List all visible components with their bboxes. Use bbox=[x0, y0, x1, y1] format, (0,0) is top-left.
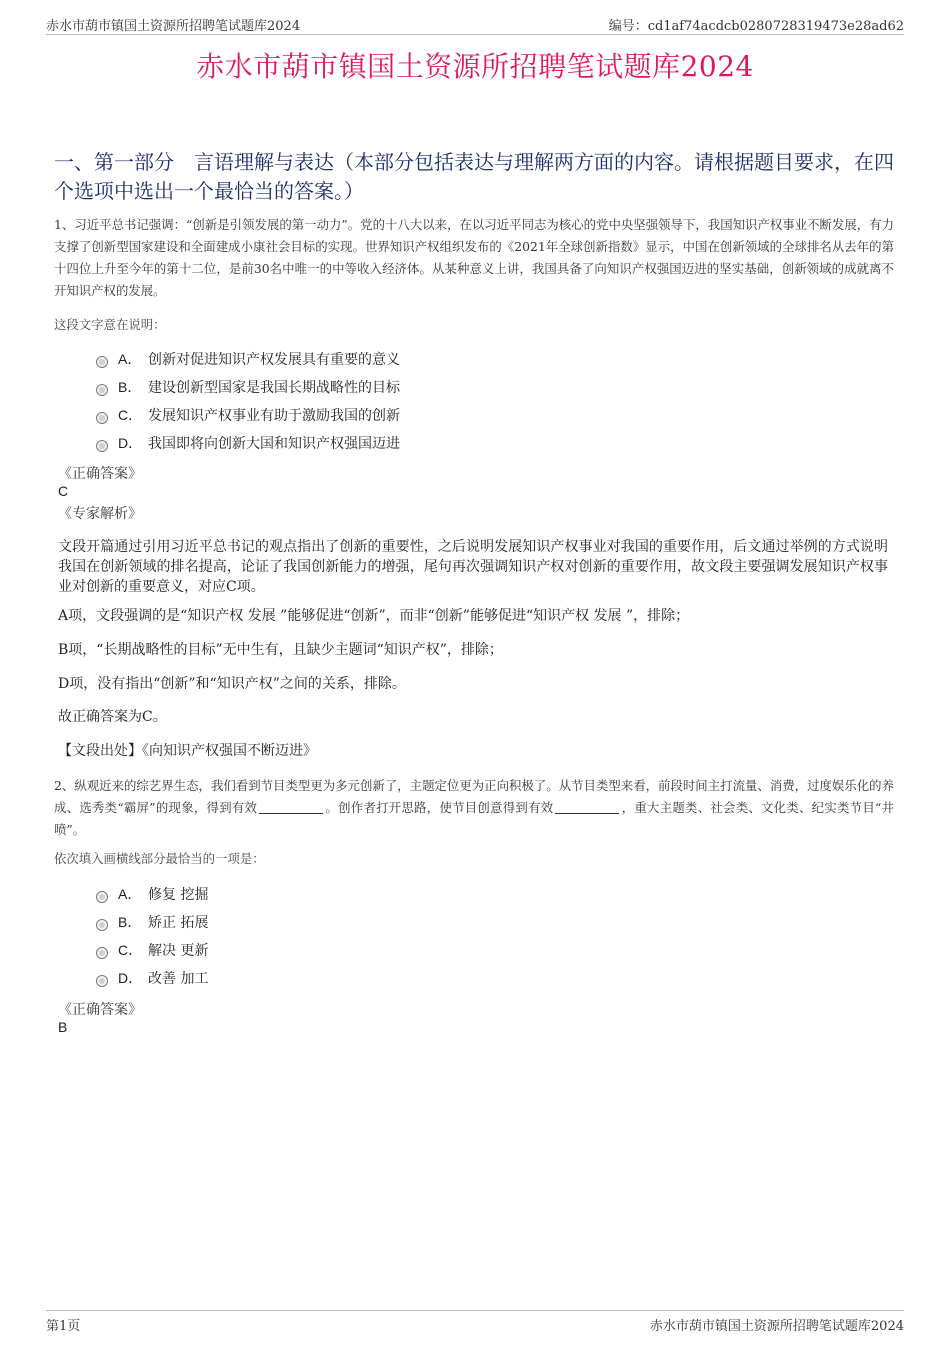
question-1-option-c[interactable]: C． 发展知识产权事业有助于激励我国的创新 bbox=[96, 401, 596, 429]
document-title: 赤水市葫市镇国土资源所招聘笔试题库2024 bbox=[196, 50, 754, 83]
question-1-analysis-b: B项，“长期战略性的目标”无中生有，且缺少主题词“知识产权”，排除； bbox=[58, 642, 503, 658]
question-1-stem: 1、习近平总书记强调：“创新是引领发展的第一动力”。党的十八大以来，在以习近平同志为核心的党中央坚强领导下，我国知识产权事业不断发展，有力支撑了创新型国家建设和全面建成小康社会目标的实现。世界知识产权组织发布的《2021年全球创新指数》显示，中国在创新领域的全球排名从去年的第十四位上升至今年的第十二位，是前30名中唯一的中等收入经济体。从某种意义上讲，我国具备了向知识产权强国迈进的坚实基础，创新领域的成就离不开知识产权的发展。 bbox=[54, 217, 894, 298]
section-heading: 一、第一部分 言语理解与表达（本部分包括表达与理解两方面的内容。请根据题目要求，在四个选项中选出一个最恰当的答案。） bbox=[54, 150, 894, 203]
question-2-stem: 2、纵观近来的综艺界生态，我们看到节目类型更为多元创新了，主题定位更为正向积极了。从节目类型来看，前段时间主打流量、消费，过度娱乐化的养成、选秀类“霸屏”的现象，得到有效 。创作者打开思路，使节目创意得到有效 ，重大主题类、社会类、文化类、纪实类节目“井喷”。 bbox=[54, 778, 895, 837]
question-2-option-a[interactable]: A． 修复 挖掘 bbox=[96, 880, 596, 908]
question-1-analysis-label: 《专家解析》 bbox=[58, 506, 142, 522]
page-footer bbox=[46, 1310, 904, 1332]
radio-icon[interactable] bbox=[96, 356, 108, 368]
radio-icon[interactable] bbox=[96, 440, 108, 452]
header-doc-name: 赤水市葫市镇国土资源所招聘笔试题库2024 bbox=[46, 19, 301, 34]
question-1-analysis-a: A项，文段强调的是“知识产权 发展 ”能够促进“创新”，而非“创新”能够促进“知识产权 发展 ”，排除； bbox=[58, 608, 690, 624]
question-1-option-a[interactable]: A． 创新对促进知识产权发展具有重要的意义 bbox=[96, 345, 596, 373]
question-1-analysis-summary: 文段开篇通过引用习近平总书记的观点指出了创新的重要性，之后说明发展知识产权事业对我国的重要作用，后文通过举例的方式说明我国在创新领域的排名提高，论证了我国创新能力的增强，尾句再次强调知识产权对创新的重要作用，故文段主要强调发展知识产权事业对创新的重要意义，对应C项。 bbox=[58, 539, 888, 595]
radio-icon[interactable] bbox=[96, 384, 108, 396]
radio-icon[interactable] bbox=[96, 975, 108, 987]
question-1-answer-label: 《正确答案》 bbox=[58, 466, 142, 482]
question-1-source: 【文段出处】《向知识产权强国不断迈进》 bbox=[58, 743, 317, 759]
question-2-answer: B bbox=[58, 1019, 68, 1035]
radio-icon[interactable] bbox=[96, 412, 108, 424]
page-number: 第1页 bbox=[46, 1319, 81, 1334]
radio-icon[interactable] bbox=[96, 919, 108, 931]
question-1-prompt: 这段文字意在说明： bbox=[54, 317, 166, 332]
question-2-prompt: 依次填入画横线部分最恰当的一项是： bbox=[54, 851, 265, 866]
header-doc-id: 编号：cd1af74acdcb0280728319473e28ad62 bbox=[608, 19, 904, 34]
radio-icon[interactable] bbox=[96, 891, 108, 903]
question-1-option-d[interactable]: D． 我国即将向创新大国和知识产权强国迈进 bbox=[96, 429, 596, 457]
question-1-analysis-d: D项，没有指出“创新”和“知识产权”之间的关系，排除。 bbox=[58, 676, 406, 692]
question-1-option-b[interactable]: B． 建设创新型国家是我国长期战略性的目标 bbox=[96, 373, 596, 401]
question-2-option-d[interactable]: D． 改善 加工 bbox=[96, 964, 596, 992]
question-2-option-c[interactable]: C． 解决 更新 bbox=[96, 936, 596, 964]
fill-blank-2[interactable] bbox=[555, 800, 619, 814]
footer-doc-name: 赤水市葫市镇国土资源所招聘笔试题库2024 bbox=[649, 1319, 904, 1334]
fill-blank-1[interactable] bbox=[259, 800, 323, 814]
question-1-options bbox=[96, 345, 596, 457]
radio-icon[interactable] bbox=[96, 947, 108, 959]
question-1-answer: C bbox=[58, 483, 69, 499]
question-2-option-b[interactable]: B． 矫正 拓展 bbox=[96, 908, 596, 936]
question-2-options bbox=[96, 880, 596, 992]
question-2-answer-label: 《正确答案》 bbox=[58, 1002, 142, 1018]
question-1-analysis-conclusion: 故正确答案为C。 bbox=[58, 709, 167, 725]
page-header bbox=[46, 15, 904, 35]
